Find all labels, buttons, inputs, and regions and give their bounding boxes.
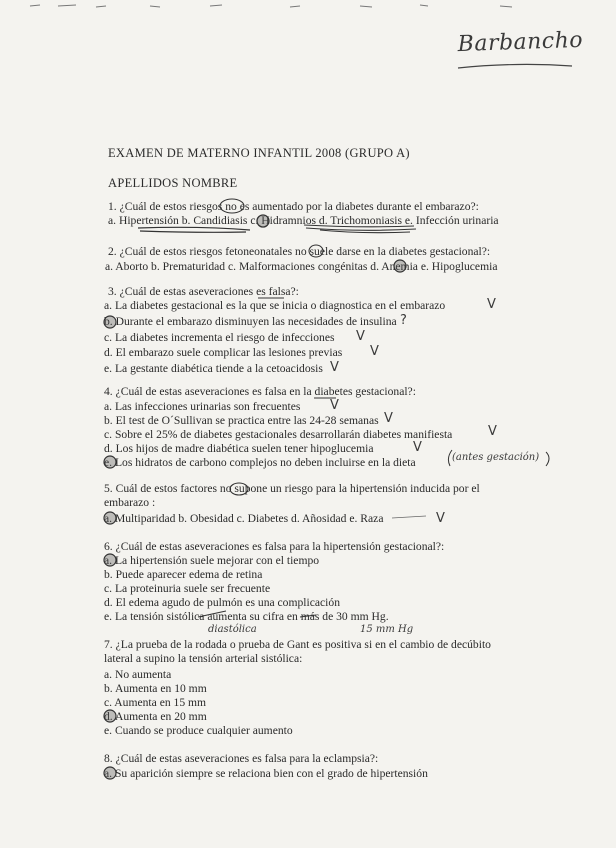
q4-stem: 4. ¿Cuál de estas aseveraciones es falsa en la diabetes gestacional?: [104, 385, 416, 398]
q7-option-e: e. Cuando se produce cualquier aumento [104, 724, 293, 737]
q4-option-c: c. Sobre el 25% de diabetes gestacionales desarrollarán diabetes manifiesta [104, 428, 453, 441]
q3c-checkmark: V [356, 329, 365, 344]
q5-stem-cont: embarazo : [104, 496, 156, 509]
q3e-checkmark: V [330, 360, 339, 375]
q6-stem: 6. ¿Cuál de estas aseveraciones es falsa para la hipertensión gestacional?: [104, 540, 445, 553]
top-edge-marks [0, 0, 616, 20]
q4a-checkmark: V [330, 398, 339, 413]
q4-option-e: e. Los hidratos de carbono complejos no deben incluirse en la dieta [104, 456, 416, 469]
q7-option-d: d. Aumenta en 20 mm [104, 710, 207, 723]
q7-stem: 7. ¿La prueba de la rodada o prueba de Gant es positiva si en el cambio de decúbito [104, 638, 491, 651]
student-name-label: APELLIDOS NOMBRE [108, 176, 238, 190]
name-underline [456, 60, 576, 74]
q8-stem: 8. ¿Cuál de estas aseveraciones es falsa para la eclampsia?: [104, 752, 379, 765]
q3-option-d: d. El embarazo suele complicar las lesiones previas [104, 346, 343, 359]
q8-option-a: a. Su aparición siempre se relaciona bien con el grado de hipertensión [104, 767, 428, 780]
q6-option-e: e. La tensión sistólica aumenta su cifra en más de 30 mm Hg. [104, 610, 389, 623]
q3-stem: 3. ¿Cuál de estas aseveraciones es falsa?: [108, 285, 299, 298]
q6-option-d: d. El edema agudo de pulmón es una complicación [104, 596, 340, 609]
q4-option-d: d. Los hijos de madre diabética suelen tener hipoglucemia [104, 442, 374, 455]
q6-handwritten-diastolica: diastólica [208, 624, 257, 635]
q4d-checkmark: V [413, 440, 422, 455]
q3-option-b: b. Durante el embarazo disminuyen las necesidades de insulina [104, 315, 397, 328]
q7-stem-cont: lateral a supino la tensión arterial sistólica: [104, 652, 303, 665]
q6-option-c: c. La proteinuria suele ser frecuente [104, 582, 271, 595]
q7-option-c: c. Aumenta en 15 mm [104, 696, 207, 709]
q4-option-a: a. Las infecciones urinarias son frecuentes [104, 400, 301, 413]
q3-option-a: a. La diabetes gestacional es la que se inicia o diagnostica en el embarazo [104, 299, 446, 312]
q3b-question-mark: ? [400, 313, 407, 328]
q3a-checkmark: V [487, 297, 496, 312]
q2-stem: 2. ¿Cuál de estos riesgos fetoneonatales no suele darse en la diabetes gestacional?: [108, 245, 491, 258]
q1-options: a. Hipertensión b. Candidiasis c. Hidramnios d. Trichomoniasis e. Infección urinaria [108, 214, 499, 227]
q5-options: a. Multiparidad b. Obesidad c. Diabetes d. Añosidad e. Raza [104, 512, 384, 525]
exam-title: EXAMEN DE MATERNO INFANTIL 2008 (GRUPO A) [108, 146, 410, 160]
q3d-checkmark: V [370, 344, 379, 359]
q5-checkmark: V [436, 511, 445, 526]
q7-option-a: a. No aumenta [104, 668, 172, 681]
q2-options: a. Aborto b. Prematuridad c. Malformaciones congénitas d. Anemia e. Hipoglucemia [105, 260, 498, 273]
q3-option-e: e. La gestante diabética tiende a la cetoacidosis [104, 362, 323, 375]
q4-handwritten-note: (antes gestación) [452, 452, 540, 463]
q4-option-b: b. El test de O´Sullivan se practica entre las 24-28 semanas [104, 414, 379, 427]
handwritten-name: Barbancho [457, 27, 584, 58]
q4c-checkmark: V [488, 424, 497, 439]
q5-stem: 5. Cuál de estos factores no supone un riesgo para la hipertensión inducida por el [104, 482, 480, 495]
q1-stem: 1. ¿Cuál de estos riesgos no es aumentado por la diabetes durante el embarazo?: [108, 200, 479, 213]
q6-option-b: b. Puede aparecer edema de retina [104, 568, 263, 581]
q4b-checkmark: V [384, 411, 393, 426]
q6-handwritten-mmhg: 15 mm Hg [360, 624, 414, 635]
q6-option-a: a. La hipertensión suele mejorar con el tiempo [104, 554, 320, 567]
q7-option-b: b. Aumenta en 10 mm [104, 682, 207, 695]
q3-option-c: c. La diabetes incrementa el riesgo de infecciones [104, 331, 335, 344]
